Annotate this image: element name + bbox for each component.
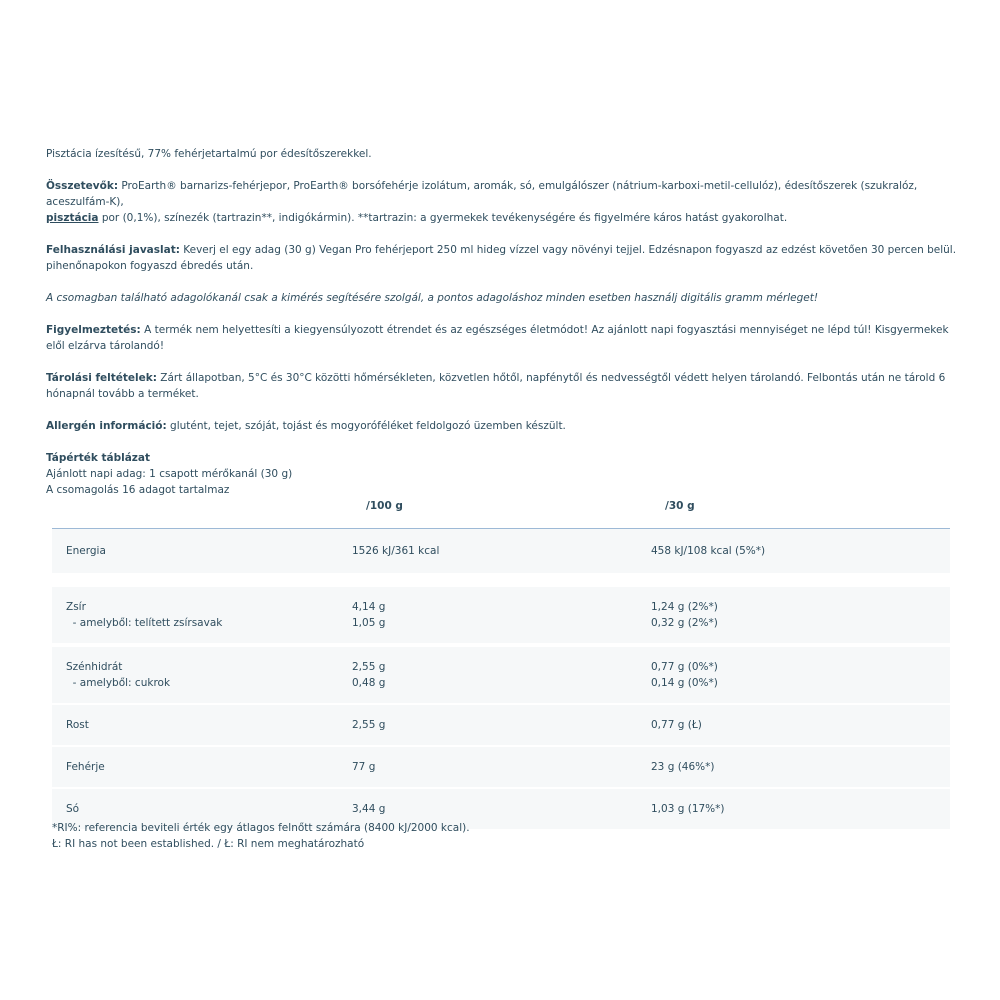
table-row [52,747,950,787]
value-per-100g: 1,05 g [352,617,386,629]
value-per-30g: 1,24 g (2%*) [651,601,718,613]
value-per-100g: 77 g [352,761,376,773]
ingredients-text-2: por (0,1%), színezék (tartrazin**, indigókármin). **tartrazin: a gyermekek tevékenységére és figyelmére káros hatást gyakorolhat. [98,212,788,224]
nutrient-name: Zsír [66,601,86,613]
header-per-30g: /30 g [665,500,695,512]
value-per-100g: 2,55 g [352,661,386,673]
nutrition-table [52,492,950,829]
footnotes [52,820,470,852]
nutrient-name: Szénhidrát [66,661,123,673]
usage-paragraph [46,242,958,274]
nutrient-name: Rost [66,719,89,731]
table-row [52,705,950,745]
storage-label: Tárolási feltételek: [46,372,157,384]
servings-count: A csomagolás 16 adagot tartalmaz [46,484,230,496]
product-description [46,146,958,498]
storage-text: Zárt állapotban, 5°C és 30°C közötti hőmérsékleten, közvetlen hőtől, napfénytől és nedvességtől védett helyen tárolandó. Felbontás után ne tárold 6 hónapnál tovább a terméket. [46,372,946,400]
value-per-30g: 23 g (46%*) [651,761,715,773]
intro-text: Pisztácia ízesítésű, 77% fehérjetartalmú por édesítőszerekkel. [46,148,372,160]
footnote-ri: *RI%: referencia beviteli érték egy átlagos felnőtt számára (8400 kJ/2000 kcal). [52,822,470,834]
table-row [52,587,950,643]
table-row [52,647,950,703]
nutrient-name: Energia [66,545,106,557]
nutrient-name: Só [66,803,80,815]
allergen-paragraph [46,418,958,434]
value-per-30g: 0,14 g (0%*) [651,677,718,689]
warning-label: Figyelmeztetés: [46,324,141,336]
row-spacer [52,573,950,587]
ingredients-paragraph [46,178,958,226]
pistachio-link[interactable]: pisztácia [46,212,99,224]
ingredients-text-1: ProEarth® barnarizs-fehérjepor, ProEarth® borsófehérje izolátum, aromák, só, emulgálószer (nátrium-karboxi-metil-cellulóz), édesítőszerek (szukralóz, aceszulfám-K), [46,180,918,208]
value-per-100g: 2,55 g [352,719,386,731]
value-per-30g: 0,77 g (Ł) [651,719,702,731]
value-per-30g: 0,32 g (2%*) [651,617,718,629]
nutrient-name: Fehérje [66,761,105,773]
storage-paragraph [46,370,958,402]
warning-text: A termék nem helyettesíti a kiegyensúlyozott étrendet és az egészséges életmódot! Az ajánlott napi fogyasztási mennyiséget ne lépd túl! Kisgyermekek elől elzárva tárolandó! [46,324,949,352]
value-per-100g: 1526 kJ/361 kcal [352,545,440,557]
value-per-30g: 0,77 g (0%*) [651,661,718,673]
usage-text: Keverj el egy adag (30 g) Vegan Pro fehérjeport 250 ml hideg vízzel vagy növényi tejjel. Edzésnapon fogyaszd az edzést követően 30 percen belül. pihenőnapokon fogyaszd ébredés után. [46,244,957,272]
header-per-100g: /100 g [366,500,403,512]
table-row [52,529,950,573]
nutrient-subname: - amelyből: cukrok [66,677,171,689]
allergen-label: Allergén információ: [46,420,167,432]
footnote-not-established: Ł: RI has not been established. / Ł: RI nem meghatározható [52,838,365,850]
table-header [52,492,950,529]
ingredients-label: Összetevők: [46,180,119,192]
value-per-30g: 458 kJ/108 kcal (5%*) [651,545,766,557]
value-per-100g: 4,14 g [352,601,386,613]
nutrition-title: Tápérték táblázat [46,452,151,464]
scoop-note: A csomagban található adagolókanál csak a kimérés segítésére szolgál, a pontos adagoláshoz minden esetben használj digitális gramm mérleget! [46,292,819,304]
value-per-30g: 1,03 g (17%*) [651,803,725,815]
serving-size: Ajánlott napi adag: 1 csapott mérőkanál (30 g) [46,468,293,480]
nutrient-subname: - amelyből: telített zsírsavak [66,617,223,629]
value-per-100g: 0,48 g [352,677,386,689]
warning-paragraph [46,322,958,354]
value-per-100g: 3,44 g [352,803,386,815]
allergen-text: glutént, tejet, szóját, tojást és mogyoróféléket feldolgozó üzemben készült. [166,420,566,432]
usage-label: Felhasználási javaslat: [46,244,180,256]
nutrition-header [46,450,958,498]
